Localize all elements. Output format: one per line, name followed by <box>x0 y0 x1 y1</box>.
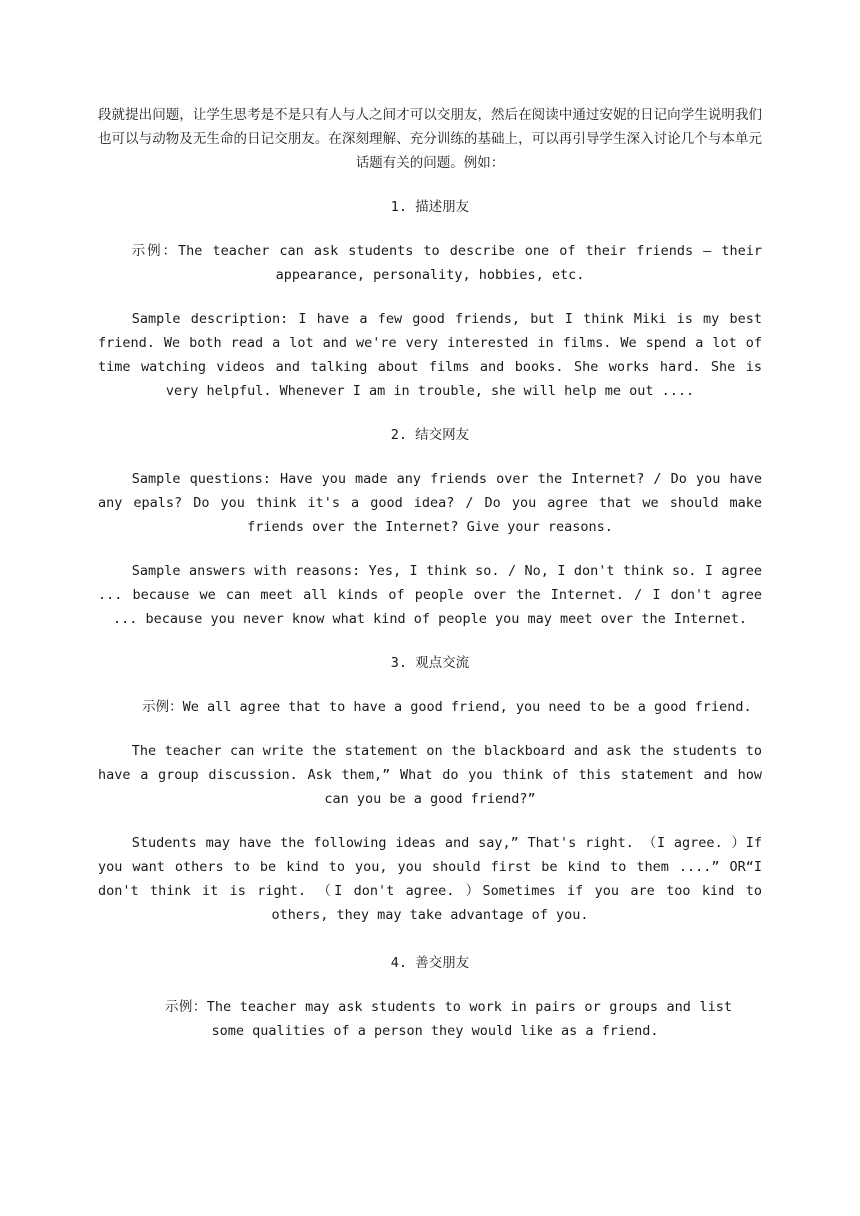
section-2-heading: 2. 结交网友 <box>390 427 470 443</box>
section-4-example: 示例：The teacher may ask students to work in pairs or groups and list some qualities of a person they would like as a friend. <box>165 999 732 1039</box>
section-4-heading: 4. 善交朋友 <box>390 955 470 971</box>
intro-paragraph: 段就提出问题，让学生思考是不是只有人与人之间才可以交朋友，然后在阅读中通过安妮的日记向学生说明我们也可以与动物及无生命的日记交朋友。在深刻理解、充分训练的基础上，可以再引导学生深入讨论几个与本单元话题有关的问题。例如： <box>98 107 762 171</box>
section-1-sample-description: Sample description: I have a few good friends, but I think Miki is my best friend. We both read a lot and we're very interested in films. We spend a lot of time watching videos and talking about films and books. She works hard. She is very helpful. Whenever I am in trouble, she will help me out .... <box>98 311 762 399</box>
section-2-sample-questions: Sample questions: Have you made any friends over the Internet? / Do you have any epals? Do you think it's a good idea? / Do you agree that we should make friends over the Internet? Give your reasons. <box>98 471 762 535</box>
section-1-heading: 1. 描述朋友 <box>390 199 470 215</box>
section-1-example: 示例：The teacher can ask students to describe one of their friends — their appearance, personality, hobbies, etc. <box>131 243 762 283</box>
document-page <box>98 103 762 1063</box>
section-3-teacher-instruction: The teacher can write the statement on the blackboard and ask the students to have a group discussion. Ask them,” What do you think of this statement and how can you be a good friend?” <box>98 743 762 807</box>
section-3-example: 示例：We all agree that to have a good friend, you need to be a good friend. <box>142 699 752 715</box>
section-3-heading: 3. 观点交流 <box>390 655 470 671</box>
section-2-sample-answers: Sample answers with reasons: Yes, I think so. / No, I don't think so. I agree ... because we can meet all kinds of people over the Internet. / I don't agree ... because you never know what kind of people you may meet over the Internet. <box>98 563 762 627</box>
section-3-student-ideas: Students may have the following ideas and say,” That's right. （I agree. ）If you want others to be kind to you, you should first be kind to them ....” OR“I don't think it is right. （I don't agree. ）Sometimes if you are too kind to others, they may take advantage of you. <box>98 835 762 923</box>
